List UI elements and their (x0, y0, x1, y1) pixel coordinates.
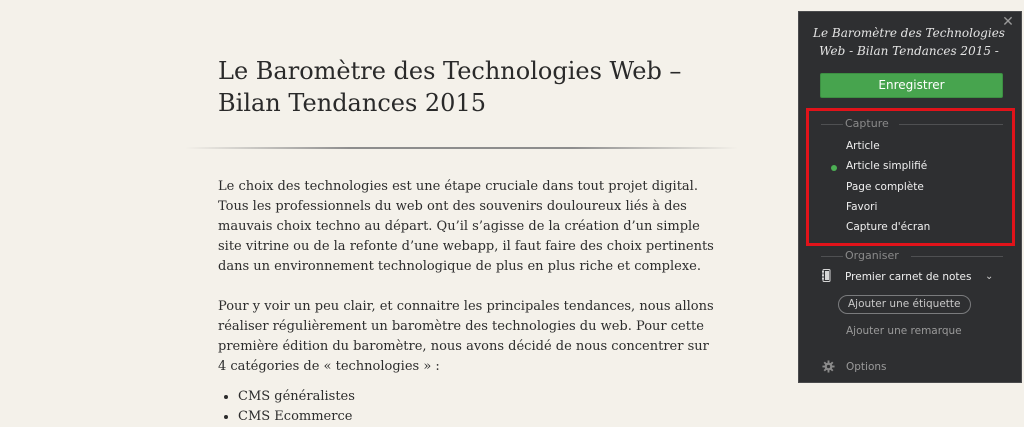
capture-option-simplified-article[interactable]: Article simplifié (846, 160, 928, 172)
organize-heading: Organiser (845, 249, 899, 262)
title-divider (185, 147, 738, 149)
article-paragraph: Pour y voir un peu clair, et connaitre les principales tendances, nous allons réaliser régulièrement un baromètre des technologies du web. Pour cette première édition du baromètre, nous avons décidé de nous concentrer sur 4 catégories de « technologies » : (218, 299, 714, 374)
web-clipper-panel (798, 11, 1022, 383)
capture-option-full-page[interactable]: Page complète (846, 181, 924, 193)
technology-category-list (218, 387, 718, 427)
article-paragraph: Le choix des technologies est une étape cruciale dans tout projet digital. Tous les professionnels du web ont des souvenirs douloureux liés à des mauvais choix techno au départ. Qu’il s’agisse de la création d’un simple site vitrine ou de la refonte d’une webapp, il faut faire des choix pertinents dans un environnement technologique de plus en plus riche et complexe. (218, 179, 714, 274)
note-title[interactable]: Le Baromètre des Technologies Web - Bilan Tendances 2015 - (813, 26, 1005, 58)
notebook-icon (822, 269, 831, 282)
list-item: • CMS généralistes (238, 387, 718, 407)
capture-option-bookmark[interactable]: Favori (846, 201, 878, 213)
capture-option-article[interactable]: Article (846, 140, 880, 152)
section-divider (821, 124, 843, 125)
section-divider (899, 124, 1003, 125)
chevron-down-icon: ⌄ (985, 271, 994, 282)
add-remark-input[interactable]: Ajouter une remarque (846, 325, 962, 337)
gear-icon (822, 360, 835, 373)
capture-heading: Capture (845, 117, 889, 130)
section-divider (821, 256, 843, 257)
section-divider (911, 256, 1003, 257)
article-title: Le Baromètre des Technologies Web – Bilan Tendances 2015 (218, 57, 682, 117)
close-icon[interactable]: ✕ (1002, 14, 1014, 30)
add-tag-button[interactable]: Ajouter une étiquette (838, 295, 971, 314)
article-body (218, 177, 718, 427)
notebook-selector[interactable] (822, 269, 1002, 285)
options-label: Options (846, 361, 887, 373)
selected-indicator (831, 165, 837, 171)
capture-option-screenshot[interactable]: Capture d'écran (846, 221, 931, 233)
list-item: • CMS Ecommerce (238, 407, 718, 427)
notebook-label: Premier carnet de notes (845, 271, 972, 283)
save-button[interactable]: Enregistrer (820, 73, 1003, 98)
